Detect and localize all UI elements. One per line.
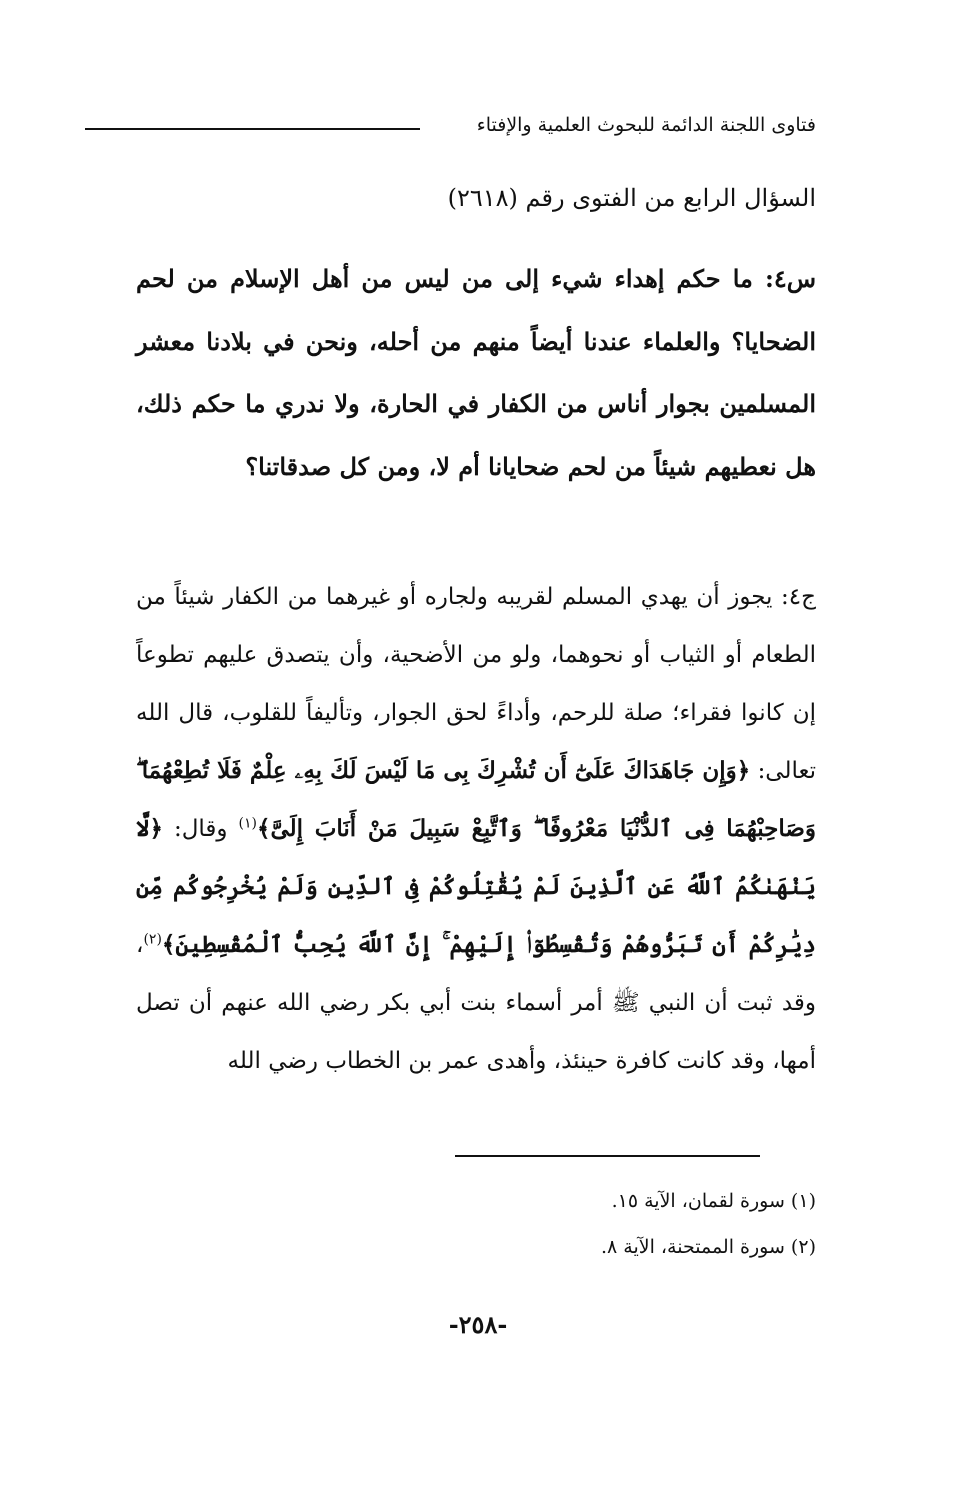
page-number: -٢٥٨- [448,1310,508,1339]
answer-text-part2: وقال: [173,816,228,842]
footnote-1: (١) سورة لقمان، الآية ١٥. [611,1190,816,1212]
footnote-ref-1: (١) [238,815,257,832]
footnote-rule [455,1155,760,1157]
footnote-2: (٢) سورة الممتحنة، الآية ٨. [600,1236,816,1258]
header-rule [85,128,420,130]
fatwa-heading: السؤال الرابع من الفتوى رقم (٢٦١٨) [447,184,816,212]
answer-text-part1: ج٤: يجوز أن يهدي المسلم لقريبه ولجاره أو غيرهما من الكفار شيئاً من الطعام أو الثياب أو نحوهما، ولو من الأضحية، وأن يتصدق عليهم تطوعاً إن كانوا فقراء؛ صلة للرحم، وأداءً لحق الجوار، وتأليفاً للقلوب، قال الله تعالى: [136,584,816,784]
quran-verse-1: ﴿وَإِن جَاهَدَاكَ عَلَىٰٓ أَن تُشْرِكَ بِى مَا لَيْسَ لَكَ بِهِۦ عِلْمٌ فَلَا تُطِعْهُمَا ۖ وَصَاحِبْهُمَا فِى ٱلدُّنْيَا مَعْرُوفًا ۖ وَٱتَّبِعْ سَبِيلَ مَنْ أَنَابَ إِلَىَّ﴾ [136,757,817,842]
answer-text-part3: ، وقد ثبت أن النبي ﷺ أمر أسماء بنت أبي بكر رضي الله عنهم أن تصل أمها، وقد كانت كافرة حينئذ، وأهدى عمر بن الخطاب رضي الله [136,932,816,1074]
answer-paragraph [136,568,816,1090]
running-header: فتاوى اللجنة الدائمة للبحوث العلمية والإفتاء [476,114,816,136]
footnote-ref-2: (٢) [143,931,162,948]
quran-verse-2: ﴿لَّا يَنْهَىٰكُمُ ٱللَّهُ عَنِ ٱلَّذِينَ لَمْ يُقَٰتِلُوكُمْ فِى ٱلدِّينِ وَلَمْ يُخْرِجُوكُم مِّن دِيَٰرِكُمْ أَن تَبَرُّوهُمْ وَتُقْسِطُوٓا۟ إِلَيْهِمْ ۚ إِنَّ ٱللَّهَ يُحِبُّ ٱلْمُقْسِطِينَ﴾ [136,815,816,958]
footnotes [136,1178,816,1270]
question-paragraph: س٤: ما حكم إهداء شيء إلى من ليس من أهل الإسلام من لحم الضحايا؟ والعلماء عندنا أيضاً منهم من أحله، ونحن في بلادنا معشر المسلمين بجوار أناس من الكفار في الحارة، ولا ندري ما حكم ذلك، هل نعطيهم شيئاً من لحم ضحايانا أم لا، ومن كل صدقاتنا؟ [136,264,816,481]
